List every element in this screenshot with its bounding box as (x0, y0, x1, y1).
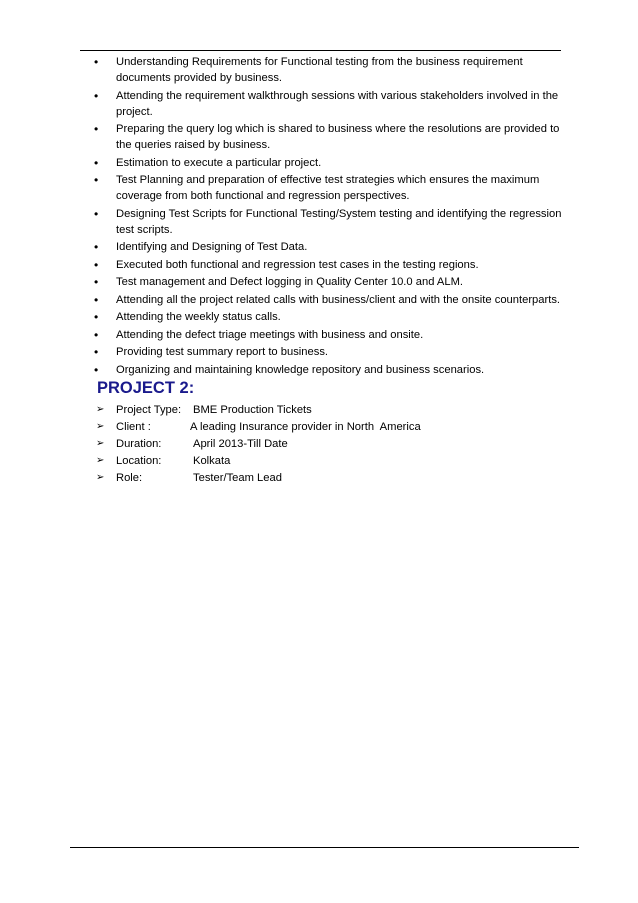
bullet-icon: • (94, 362, 99, 377)
bullet-icon: • (94, 310, 99, 324)
list-item-text: Attending the requirement walkthrough sessions with various stakeholders involved in the project. (116, 89, 559, 118)
list-item-text: Organizing and maintaining knowledge repository and business scenarios. (116, 363, 485, 376)
arrow-bullet-icon: ➢ (96, 472, 105, 483)
list-item-text: Attending all the project related calls with business/client and with the onsite counterparts. (116, 293, 561, 306)
detail-label: Duration: (116, 438, 162, 450)
list-item (0, 239, 566, 255)
bullet-icon: • (94, 275, 99, 289)
bottom-divider (70, 847, 579, 848)
list-item-text: Preparing the query log which is shared to business where the resolutions are provided to the queries raised by business. (116, 123, 560, 151)
list-item-text: Understanding Requirements for Functional testing from the business requirement documents provided by business. (116, 56, 523, 84)
list-item-text: Attending the defect triage meetings with business and onsite. (116, 328, 424, 341)
bullet-icon: • (94, 88, 99, 103)
list-item (0, 344, 566, 360)
list-item-text: Test management and Defect logging in Quality Center 10.0 and ALM. (116, 276, 464, 288)
list-item (0, 206, 566, 238)
bullet-icon: • (94, 292, 99, 307)
list-item (0, 274, 566, 290)
detail-value: April 2013-Till Date (193, 438, 288, 450)
list-item-text: Identifying and Designing of Test Data. (116, 241, 308, 253)
list-item-text: Designing Test Scripts for Functional Testing/System testing and identifying the regression test scripts. (116, 207, 562, 236)
list-item (0, 257, 566, 273)
list-item (0, 88, 566, 120)
list-item-text: Estimation to execute a particular project. (116, 156, 322, 169)
bullet-icon: • (94, 55, 99, 69)
detail-label: Project Type: (116, 404, 182, 416)
arrow-bullet-icon: ➢ (96, 404, 105, 415)
list-item (0, 172, 566, 204)
detail-label: Location: (116, 455, 162, 467)
list-item-text: Attending the weekly status calls. (116, 311, 281, 323)
detail-value: Tester/Team Lead (193, 472, 282, 484)
list-item-text: Test Planning and preparation of effective test strategies which ensures the maximum coverage from both functional and regression perspectives. (116, 174, 540, 202)
list-item (0, 155, 566, 171)
bullet-icon: • (94, 155, 99, 170)
bullet-icon: • (94, 206, 99, 221)
top-divider (80, 50, 561, 51)
detail-label: Role: (116, 472, 143, 484)
responsibilities-list (0, 54, 566, 379)
arrow-bullet-icon: ➢ (96, 421, 105, 432)
detail-value: Kolkata (193, 455, 231, 467)
bullet-icon: • (94, 327, 99, 342)
arrow-bullet-icon: ➢ (96, 455, 105, 466)
list-item (0, 292, 566, 308)
detail-value: BME Production Tickets (193, 404, 312, 416)
bullet-icon: • (94, 173, 99, 187)
bullet-icon: • (94, 122, 99, 136)
list-item (0, 309, 566, 325)
detail-value: A leading Insurance provider in North America (190, 421, 421, 433)
bullet-icon: • (94, 240, 99, 254)
project-heading: PROJECT 2: (97, 379, 195, 397)
bullet-icon: • (94, 345, 99, 359)
list-item (0, 121, 566, 153)
bullet-icon: • (94, 257, 99, 272)
arrow-bullet-icon: ➢ (96, 438, 105, 449)
detail-label: Client : (116, 421, 151, 433)
list-item-text: Executed both functional and regression test cases in the testing regions. (116, 258, 479, 271)
list-item (0, 54, 566, 86)
list-item (0, 362, 566, 378)
list-item-text: Providing test summary report to business. (116, 346, 329, 358)
list-item (0, 327, 566, 343)
